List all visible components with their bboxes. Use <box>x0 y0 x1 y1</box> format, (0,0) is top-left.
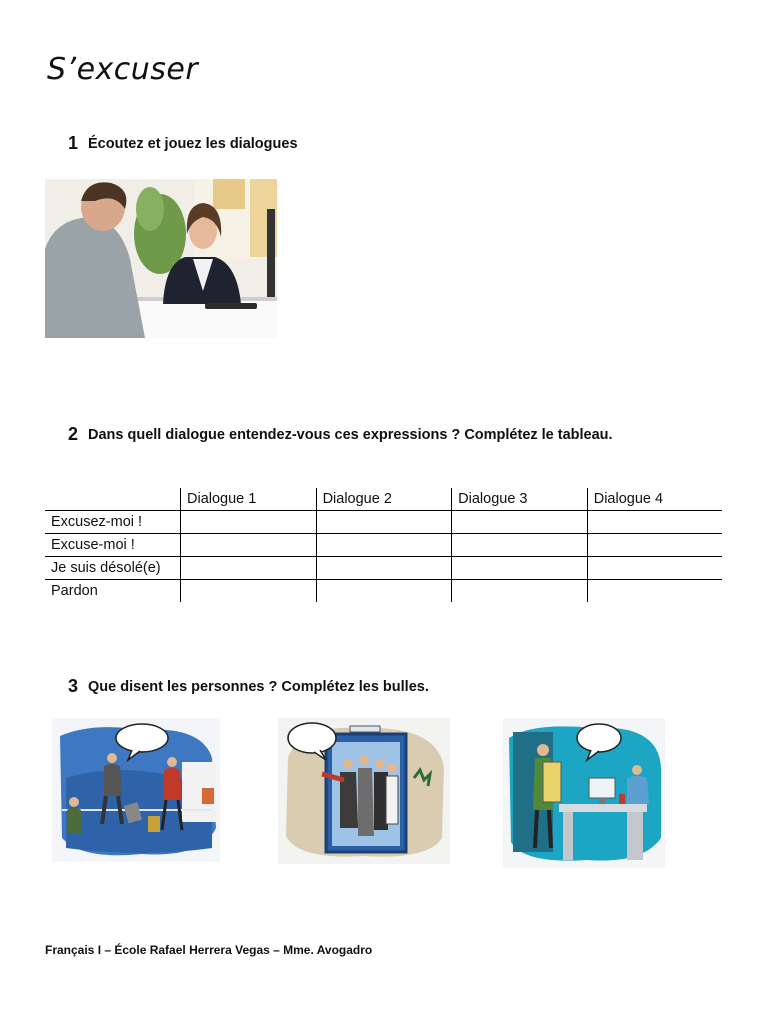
answer-cell[interactable] <box>452 557 588 580</box>
answer-cell[interactable] <box>316 534 452 557</box>
page-footer: Français I – École Rafael Herrera Vegas – Mme. Avogadro <box>45 943 373 957</box>
speech-bubble[interactable] <box>116 724 168 752</box>
column-header: Dialogue 3 <box>452 488 588 511</box>
table-row <box>45 511 722 534</box>
table-header-row <box>45 488 722 511</box>
table-row <box>45 580 722 603</box>
answer-cell[interactable] <box>181 534 317 557</box>
column-header: Dialogue 4 <box>587 488 722 511</box>
answer-cell[interactable] <box>587 511 722 534</box>
answer-cell[interactable] <box>587 557 722 580</box>
answer-cell[interactable] <box>181 557 317 580</box>
section-number: 3 <box>68 676 79 696</box>
answer-cell[interactable] <box>181 580 317 603</box>
answer-cell[interactable] <box>587 580 722 603</box>
office-illustration <box>503 718 665 868</box>
section-text: Écoutez et jouez les dialogues <box>88 135 298 152</box>
answer-cell[interactable] <box>452 580 588 603</box>
section-number: 2 <box>68 424 79 444</box>
answer-cell[interactable] <box>181 511 317 534</box>
answer-cell[interactable] <box>452 534 588 557</box>
answer-cell[interactable] <box>316 557 452 580</box>
row-label: Je suis désolé(e) <box>45 557 181 580</box>
row-label: Pardon <box>51 583 98 599</box>
section-2-heading <box>68 424 613 445</box>
table-row <box>45 557 722 580</box>
section-3-heading <box>68 676 429 697</box>
row-label: Excuse-moi ! <box>45 534 181 557</box>
elevator-illustration <box>278 718 450 864</box>
answer-cell[interactable] <box>587 534 722 557</box>
speech-bubble[interactable] <box>577 724 621 752</box>
row-label: Excusez-moi ! <box>45 511 181 534</box>
airport-illustration <box>52 718 220 862</box>
section-text: Que disent les personnes ? Complétez les bulles. <box>88 678 429 695</box>
table-corner-cell <box>45 488 181 511</box>
speech-bubble[interactable] <box>288 723 336 753</box>
office-meeting-photo <box>45 179 277 338</box>
expressions-table <box>45 488 722 602</box>
section-number: 1 <box>68 133 79 153</box>
page-title: S’excuser <box>47 52 199 87</box>
column-header: Dialogue 2 <box>316 488 452 511</box>
section-text: Dans quell dialogue entendez-vous ces expressions ? Complétez le tableau. <box>88 426 613 443</box>
table-row <box>45 534 722 557</box>
answer-cell[interactable] <box>452 511 588 534</box>
answer-cell[interactable] <box>316 511 452 534</box>
section-1-heading <box>68 133 298 154</box>
column-header: Dialogue 1 <box>181 488 317 511</box>
answer-cell[interactable] <box>316 580 452 603</box>
